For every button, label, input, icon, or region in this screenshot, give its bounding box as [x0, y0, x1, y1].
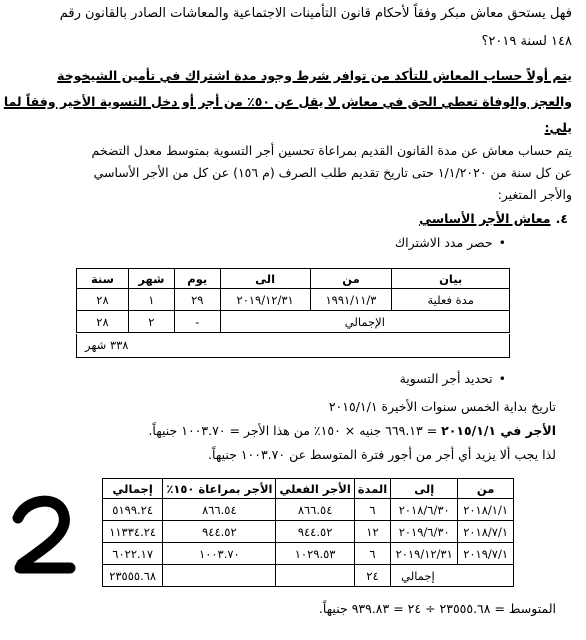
cell-total: ٦٠٢٢.١٧: [103, 543, 163, 565]
col-header-statement: بيان: [392, 269, 510, 289]
col-header-total: إجمالي: [103, 479, 163, 499]
wage-line-3: لذا يجب ألا يزيد أي أجر من أجور فترة المتوسط عن ١٠٠٣.٧٠ جنيهاً.: [208, 447, 556, 462]
total-months: ٣٣٨ شهر: [85, 338, 129, 352]
wage-calculation: = ٦٦٩.١٣ جنيه × ١٥٠٪ من هذا الأجر = ١٠٠٣.٧٠ جنيهاً.: [148, 423, 438, 438]
cell-actual-wage: ٨٦٦.٥٤: [276, 499, 354, 521]
cell-from: ٢٠١٨/٧/١: [458, 521, 514, 543]
cell-duration: ٦: [354, 543, 390, 565]
cell-to: ٢٠١٨/٦/٣٠: [391, 499, 458, 521]
months-box: [76, 334, 510, 358]
col-header-duration: المدة: [354, 479, 390, 499]
average-line: المتوسط = ٢٣٥٥٥.٦٨ ÷ ٢٤ = ٩٣٩.٨٣ جنيهاً.: [318, 601, 556, 616]
cell-empty: [276, 565, 354, 587]
cell-total-label: الإجمالي: [220, 311, 509, 333]
intro-line-1: فهل يستحق معاش مبكر وفقاً لأحكام قانون التأمينات الاجتماعية والمعاشات الصادر بالقانون رقم: [59, 6, 572, 21]
bullet-settlement-wage: • تحديد أجر التسوية: [400, 368, 506, 390]
section-heading: [419, 208, 568, 227]
cell-to: ٢٠١٩/١٢/٣١: [391, 543, 458, 565]
cell-total-months: ٢٤: [354, 565, 390, 587]
method-line-1: يتم حساب معاش عن مدة القانون القديم بمراعاة تحسين أجر التسوية بمتوسط معدل التضخم: [91, 143, 572, 158]
col-header-month: شهر: [128, 269, 174, 289]
section-title: معاش الأجر الأساسي: [419, 211, 551, 226]
cell-actual-wage: ١٠٢٩.٥٣: [276, 543, 354, 565]
table-header-row: [77, 269, 510, 289]
cell-from: ٢٠١٩/٧/١: [458, 543, 514, 565]
wage-date-label: الأجر في ٢٠١٥/١/١: [441, 423, 556, 438]
cell-total-sum: ٢٣٥٥٥.٦٨: [103, 565, 163, 587]
cell-duration: ١٢: [354, 521, 390, 543]
section-number: ٤.: [555, 211, 568, 226]
col-header-to: الى: [220, 269, 310, 289]
cell-from: ١٩٩١/١١/٣: [310, 289, 392, 311]
average-wage-table: [102, 478, 514, 587]
wage-line-1: تاريخ بداية الخمس سنوات الأخيرة ٢٠١٥/١/١: [328, 399, 556, 414]
cell-year: ٢٨: [77, 289, 129, 311]
emphasis-line-3: يلي:: [544, 120, 572, 135]
col-header-to: إلى: [391, 479, 458, 499]
bullet-contribution-periods: • حصر مدد الاشتراك: [395, 232, 506, 254]
col-header-year: سنة: [77, 269, 129, 289]
cell-total-label: إجمالي: [391, 565, 514, 587]
col-header-day: يوم: [174, 269, 220, 289]
cell-day: ٢٩: [174, 289, 220, 311]
cell-to: ٢٠١٩/١٢/٣١: [220, 289, 310, 311]
emphasis-line-1: يتم أولاً حساب المعاش للتأكد من توافر شرط وجود مدة اشتراك في تأمين الشيخوخة: [57, 68, 572, 83]
intro-line-2: ١٤٨ لسنة ٢٠١٩؟: [481, 34, 572, 49]
cell-total-year: ٢٨: [77, 311, 129, 333]
periods-table: [76, 268, 510, 333]
cell-total: ١١٣٣٤.٢٤: [103, 521, 163, 543]
cell-adjusted-wage: ٩٤٤.٥٢: [163, 521, 276, 543]
cell-to: ٢٠١٩/٦/٣٠: [391, 521, 458, 543]
col-header-actual-wage: الأجر الفعلي: [276, 479, 354, 499]
table-row: [103, 499, 514, 521]
wage-line-2: [148, 420, 556, 442]
table-header-row: [103, 479, 514, 499]
table-row: [103, 543, 514, 565]
table-row: [77, 289, 510, 311]
cell-duration: ٦: [354, 499, 390, 521]
col-header-from: من: [310, 269, 392, 289]
cell-empty: [163, 565, 276, 587]
col-header-from: من: [458, 479, 514, 499]
cell-month: ١: [128, 289, 174, 311]
method-line-2: عن كل سنة من ١/١/٢٠٢٠ حتى تاريخ تقديم طلب الصرف (م ١٥٦) عن كل من الأجر الأساسي: [93, 165, 572, 180]
cell-adjusted-wage: ١٠٠٣.٧٠: [163, 543, 276, 565]
handwritten-number-mark: [8, 490, 78, 580]
method-line-3: والأجر المتغير:: [497, 187, 572, 202]
col-header-adjusted-wage: الأجر بمراعاة ١٥٠٪: [163, 479, 276, 499]
cell-adjusted-wage: ٨٦٦.٥٤: [163, 499, 276, 521]
emphasis-line-2: والعجز والوفاة تعطي الحق في معاش لا يقل عن ٥٠٪ من أجر أو دخل التسوية الأخير وفقاً لما: [3, 94, 572, 109]
cell-total-day: -: [174, 311, 220, 333]
table-row: [103, 521, 514, 543]
cell-from: ٢٠١٨/١/١: [458, 499, 514, 521]
cell-actual-wage: ٩٤٤.٥٢: [276, 521, 354, 543]
cell-total: ٥١٩٩.٢٤: [103, 499, 163, 521]
table-total-row: [103, 565, 514, 587]
cell-total-month: ٢: [128, 311, 174, 333]
table-total-row: [77, 311, 510, 333]
cell-statement: مدة فعلية: [392, 289, 510, 311]
